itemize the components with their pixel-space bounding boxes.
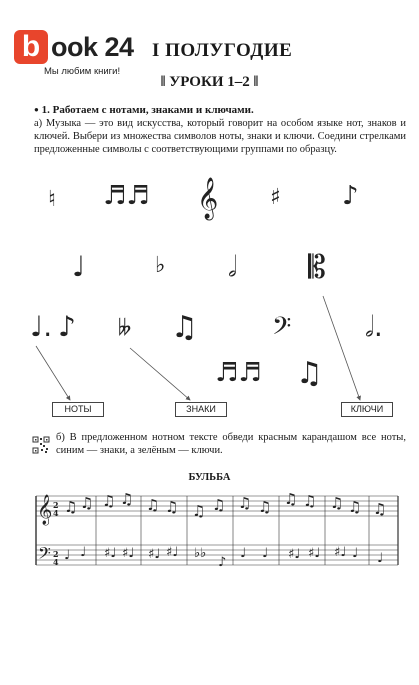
dotted-half-note-icon[interactable]: 𝅗𝅥.: [365, 310, 383, 343]
beamed-eighths-2-icon[interactable]: ♫: [296, 356, 323, 391]
svg-text:♫: ♫: [120, 490, 134, 508]
dotted-quarter-note-icon[interactable]: ♩.: [30, 310, 53, 343]
treble-clef-icon[interactable]: 𝄞: [197, 178, 219, 219]
half-note-icon[interactable]: 𝅗𝅥: [228, 250, 237, 283]
svg-text:♪: ♪: [218, 555, 227, 570]
svg-text:♯♩: ♯♩: [288, 547, 301, 562]
svg-text:♫: ♫: [330, 494, 344, 512]
eighth-note-icon[interactable]: ♪: [342, 181, 359, 211]
staff-bass-clef-icon: 𝄢: [38, 543, 51, 567]
quarter-note-icon[interactable]: ♩: [72, 250, 86, 283]
lessons-heading: ‖ УРОКИ 1–2 ‖: [160, 74, 259, 90]
svg-text:♩: ♩: [240, 546, 247, 561]
svg-text:♯♩: ♯♩: [104, 546, 117, 561]
svg-text:♯♩: ♯♩: [166, 545, 179, 560]
sharp-sign-icon[interactable]: ♯: [270, 185, 281, 210]
eighth-note-2-icon[interactable]: ♪: [58, 310, 76, 343]
svg-text:♫: ♫: [373, 500, 387, 518]
group-notes-box[interactable]: НОТЫ: [52, 402, 104, 417]
flat-sign-icon[interactable]: ♭: [155, 253, 166, 278]
svg-text:4: 4: [53, 508, 59, 518]
page-title: I ПОЛУГОДИЕ: [152, 40, 293, 61]
svg-text:2: 2: [53, 500, 59, 510]
bullet-icon: ●: [34, 105, 39, 114]
task1-title-text: 1. Работаем с нотами, знаками и ключами.: [41, 104, 254, 116]
svg-text:♫: ♫: [258, 498, 272, 516]
svg-text:♩: ♩: [64, 548, 71, 563]
svg-text:♫: ♫: [212, 496, 226, 514]
staff-treble-clef-icon: 𝄞: [37, 495, 53, 525]
task1b-text: б) В предложенном нотном тексте обведи красным карандашом все ноты, синим — знаки, а зелёным — ключи.: [56, 432, 406, 456]
svg-text:♫: ♫: [238, 494, 252, 512]
svg-text:♩: ♩: [80, 545, 87, 560]
song-title: БУЛЬБА: [188, 472, 231, 483]
sixteenth-notes-icon[interactable]: ♬♬: [103, 181, 150, 211]
logo-tagline: Мы любим книги!: [44, 66, 121, 77]
svg-text:♫: ♫: [165, 498, 179, 516]
group-clefs-box[interactable]: КЛЮЧИ: [341, 402, 393, 417]
svg-text:♯♩: ♯♩: [122, 546, 135, 561]
svg-text:♩: ♩: [352, 546, 359, 561]
double-flat-sign-icon[interactable]: 𝄫: [118, 316, 132, 341]
group-signs-box[interactable]: ЗНАКИ: [175, 402, 227, 417]
svg-text:2: 2: [53, 549, 59, 559]
svg-text:♯♩: ♯♩: [334, 545, 347, 560]
svg-text:♫: ♫: [102, 492, 116, 510]
svg-text:♫: ♫: [146, 496, 160, 514]
svg-text:♯♩: ♯♩: [308, 546, 321, 561]
logo-wordmark: ook 24: [51, 32, 134, 62]
svg-text:♫: ♫: [64, 498, 78, 516]
svg-text:♫: ♫: [303, 492, 317, 510]
task1-text: а) Музыка — это вид искусства, который говорит на особом языке нот, знаков и ключей. Выбери из множества символов ноты, знаки и ключи. Соедини стрелками предложенные символы с соответствующими группами по образцу.: [34, 118, 406, 155]
sixteenth-notes-2-icon[interactable]: ♬♬: [215, 358, 262, 388]
alto-clef-icon[interactable]: 𝄡: [308, 248, 326, 286]
svg-text:4: 4: [53, 557, 59, 567]
svg-text:♫: ♫: [284, 490, 298, 508]
svg-text:♫: ♫: [348, 498, 362, 516]
beamed-eighths-icon[interactable]: ♫: [171, 310, 198, 345]
svg-text:♩: ♩: [262, 546, 269, 561]
logo-mark: b: [14, 30, 48, 64]
bass-clef-icon[interactable]: 𝄢: [272, 312, 292, 347]
svg-text:♭♭: ♭♭: [194, 546, 207, 561]
svg-text:♫: ♫: [192, 502, 206, 520]
svg-text:♩: ♩: [377, 551, 384, 566]
svg-text:♯♩: ♯♩: [148, 547, 161, 562]
natural-sign-icon[interactable]: ♮: [48, 187, 56, 212]
svg-text:♫: ♫: [80, 494, 94, 512]
